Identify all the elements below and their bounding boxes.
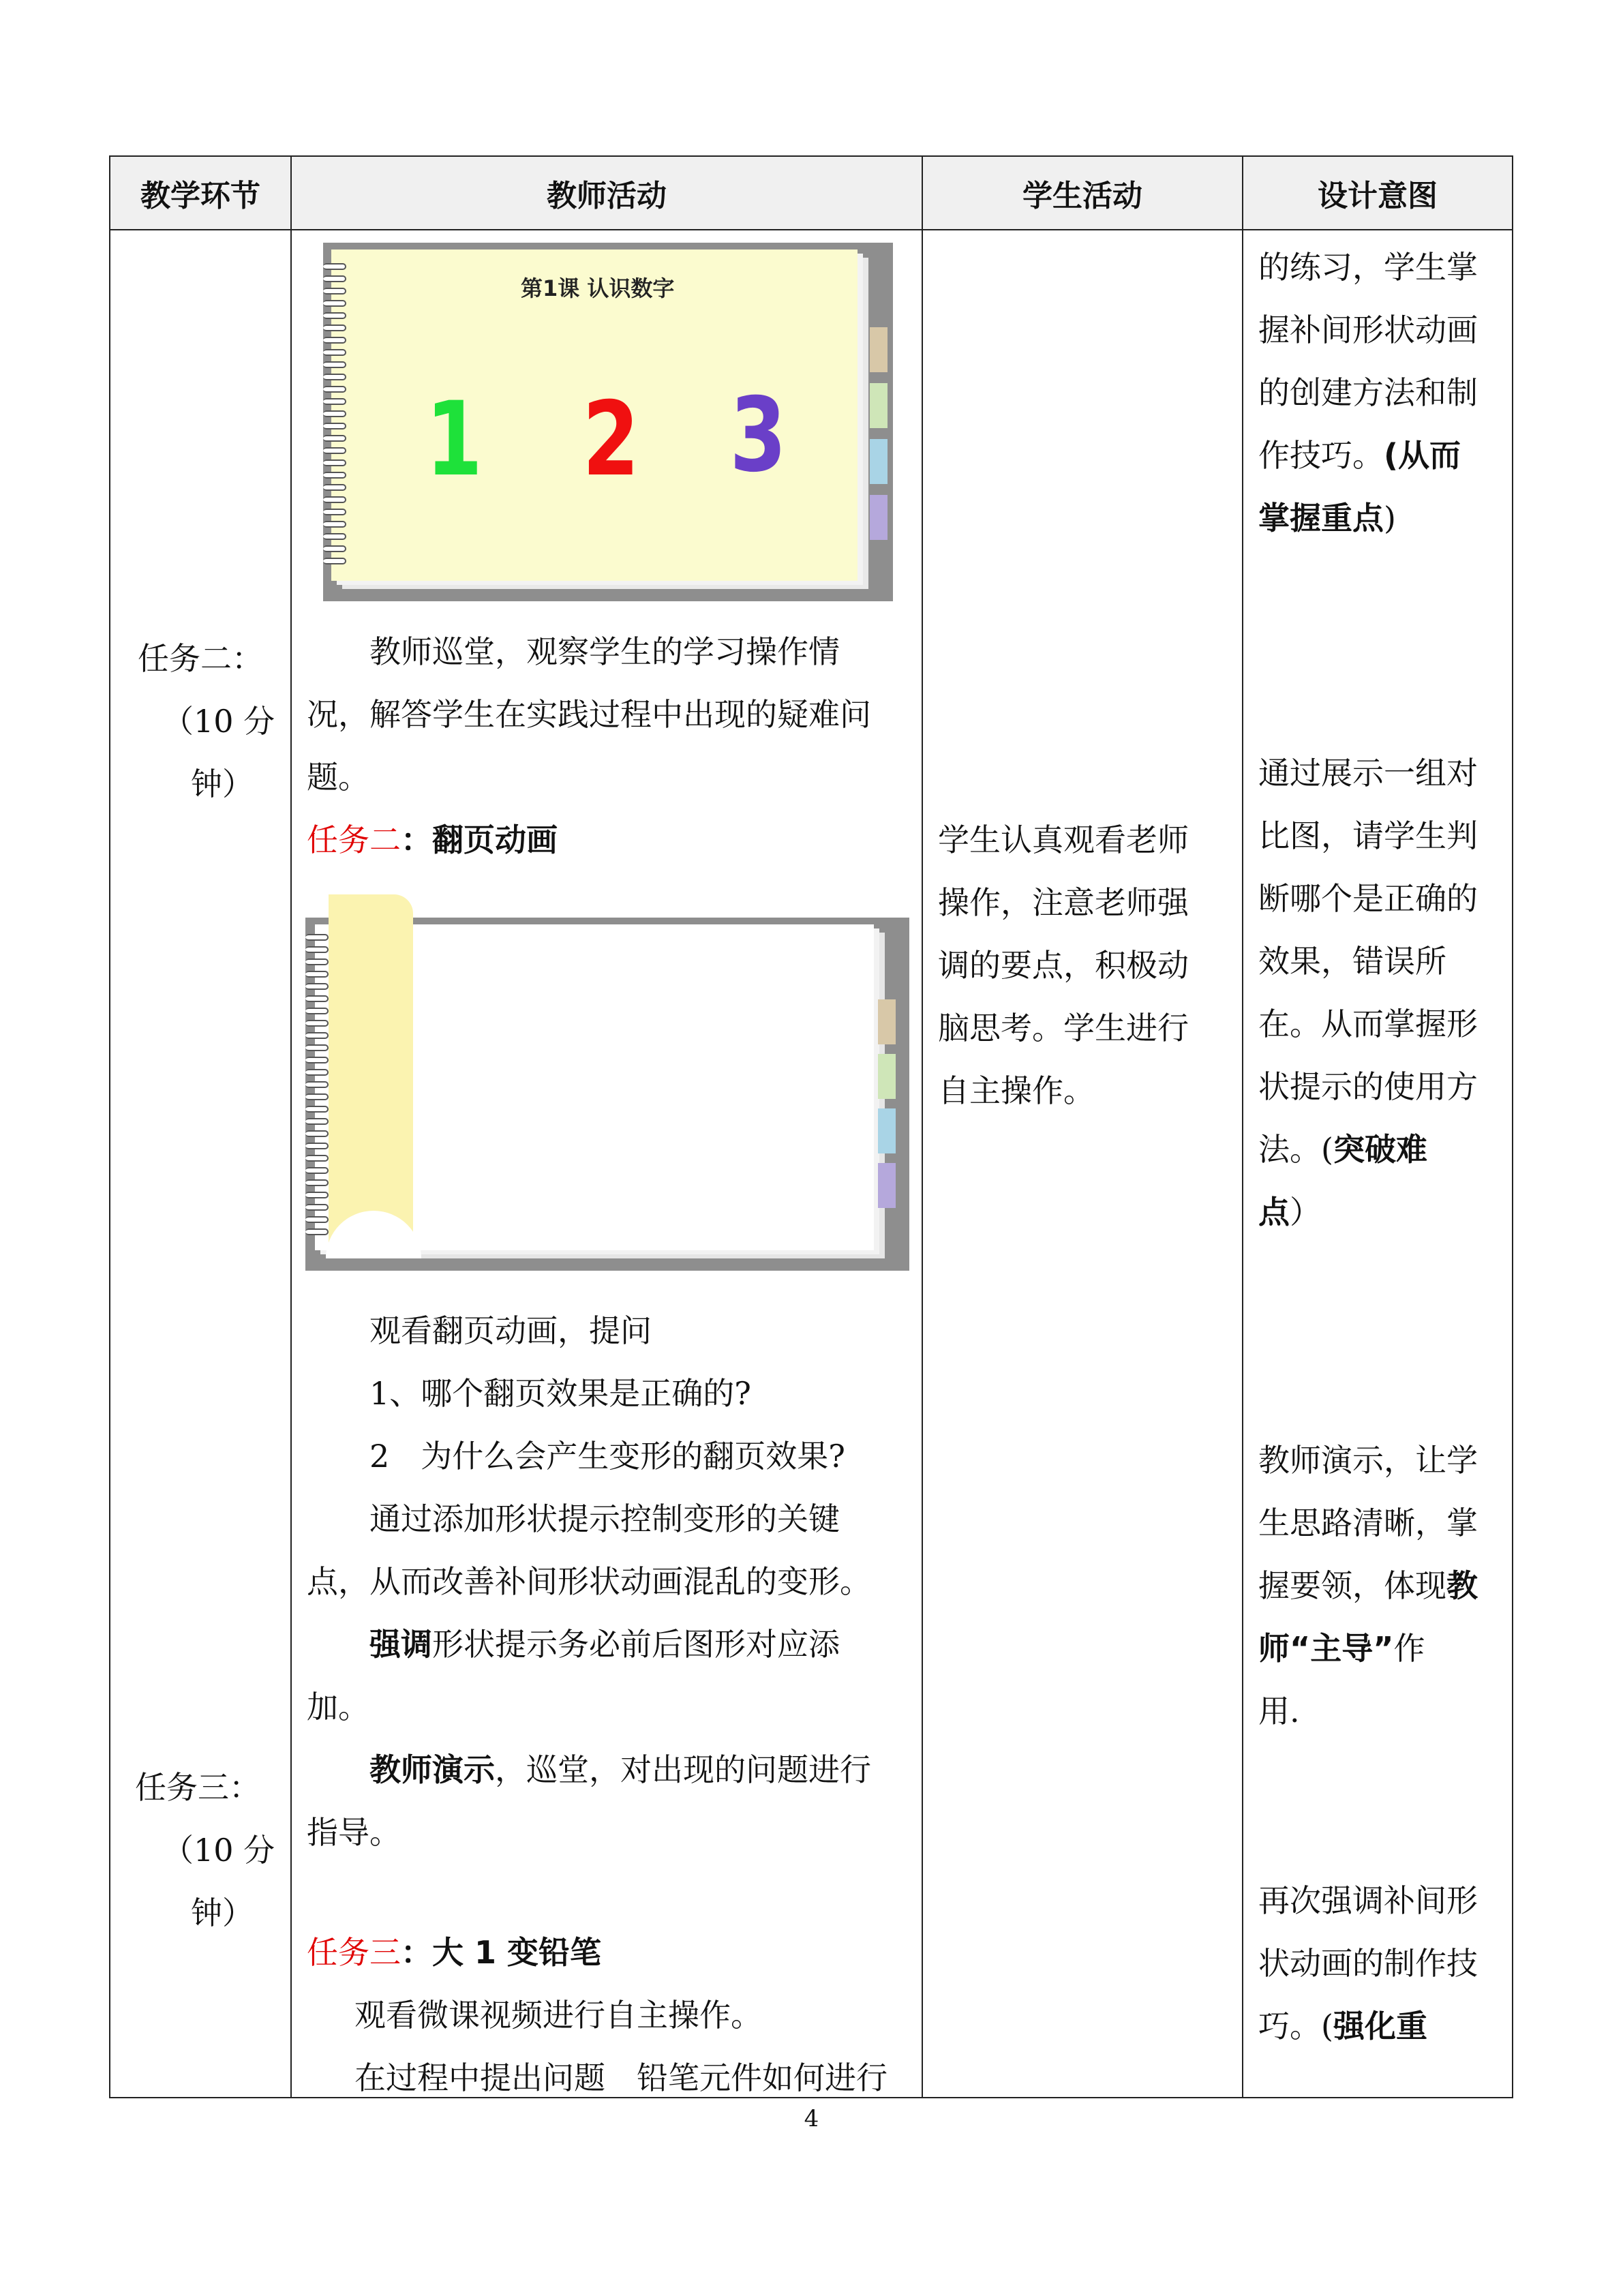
binding-ring — [323, 423, 346, 429]
binding-ring — [305, 1057, 329, 1063]
binding-ring — [323, 398, 346, 405]
binding-ring — [323, 349, 346, 356]
binding-ring — [305, 983, 329, 990]
header-intent: 设计意图 — [1243, 157, 1512, 230]
intent-paragraph-2: 通过展示一组对 比图，请学生判 断哪个是正确的 效果，错误所 在。从而掌握形 状提示的使用方 法。(突破难 点） — [1258, 755, 1478, 1230]
binding-ring — [305, 1155, 329, 1162]
binding-ring — [305, 1106, 329, 1113]
binding-ring — [323, 410, 346, 417]
binding-ring — [305, 1228, 329, 1235]
binding-ring — [323, 459, 346, 466]
page-tab — [870, 495, 888, 540]
page-tab — [870, 327, 888, 372]
page-tab — [878, 999, 896, 1044]
binding-ring — [305, 1167, 329, 1174]
binding-ring — [323, 288, 346, 294]
stage-task3: 任务三： （10 分 钟） — [135, 1769, 275, 1931]
teacher-patrol-text: 教师巡堂，观察学生的学习操作情 况，解答学生在实践过程中出现的疑难问 题。 — [307, 633, 871, 796]
student-activity-text: 学生认真观看老师 操作，注意老师强 调的要点，积极动 脑思考。学生进行 自主操作。 — [938, 821, 1189, 1109]
binding-ring — [305, 1216, 329, 1223]
binding-ring — [323, 509, 346, 515]
binding-ring — [305, 1081, 329, 1088]
binding-ring — [305, 1044, 329, 1051]
column-divider — [290, 157, 292, 2097]
page-tab — [878, 1054, 896, 1099]
page-number: 4 — [804, 2105, 819, 2132]
binding-ring — [323, 300, 346, 307]
page-tab — [878, 1163, 896, 1208]
binding-ring — [323, 484, 346, 491]
binding-ring — [305, 971, 329, 978]
task2-heading: 任务二：翻页动画 — [307, 821, 558, 858]
intent-paragraph-3: 教师演示，让学 生思路清晰，掌 握要领，体现教 师“主导”作 用. — [1258, 1442, 1478, 1729]
binding-ring — [323, 361, 346, 368]
binding-ring — [305, 1130, 329, 1137]
binding-ring — [323, 558, 346, 564]
column-divider — [1242, 157, 1243, 2097]
task3-heading: 任务三：大 1 变铅笔 — [307, 1934, 602, 1971]
binding-ring — [305, 1008, 329, 1014]
intent-paragraph-1: 的练习，学生掌 握补间形状动画 的创建方法和制 作技巧。(从而 掌握重点) — [1258, 249, 1478, 537]
binding-ring — [323, 263, 346, 270]
binding-ring — [305, 1192, 329, 1198]
page-tab — [870, 439, 888, 484]
binding-ring — [323, 521, 346, 528]
digit-three: 3 — [729, 376, 787, 495]
page-tab — [870, 383, 888, 428]
binding-ring — [305, 946, 329, 953]
teacher-questions: 观看翻页动画，提问 1、哪个翻页效果是正确的? 2 为什么会产生变形的翻页效果? 通过添加形状提示控制变形的关键 点，从而改善补间形状动画混乱的变形。 强调形状提示务必前后图形对应添 加。 教师演示，巡堂，对出现的问题进行 指导。 — [307, 1312, 871, 1851]
binding-ring — [323, 472, 346, 479]
binding-ring — [305, 1032, 329, 1039]
digit-two: 2 — [582, 380, 639, 499]
slide-pageflip-screenshot — [305, 918, 909, 1271]
page-curl — [329, 894, 413, 1249]
binding-ring — [305, 1118, 329, 1125]
column-divider — [922, 157, 923, 2097]
binding-ring — [305, 1093, 329, 1100]
digit-one: 1 — [425, 380, 483, 499]
binding-ring — [323, 386, 346, 393]
binding-ring — [323, 275, 346, 282]
binding-ring — [323, 337, 346, 344]
binding-ring — [305, 995, 329, 1002]
header-teacher: 教师活动 — [292, 157, 922, 230]
binding-ring — [305, 934, 329, 941]
slide-title: 第1课 认识数字 — [521, 275, 675, 301]
binding-ring — [323, 435, 346, 442]
binding-ring — [323, 496, 346, 503]
binding-ring — [323, 324, 346, 331]
binding-ring — [323, 533, 346, 540]
binding-ring — [305, 1069, 329, 1076]
page-tab — [878, 1108, 896, 1153]
binding-ring — [305, 1204, 329, 1211]
binding-ring — [323, 312, 346, 319]
header-stage: 教学环节 — [110, 157, 290, 230]
binding-ring — [305, 1143, 329, 1149]
binding-ring — [305, 1179, 329, 1186]
binding-ring — [323, 545, 346, 552]
binding-ring — [305, 1020, 329, 1027]
slide-lesson1-screenshot — [323, 243, 893, 601]
stage-task2: 任务二： （10 分 钟） — [138, 640, 275, 802]
header-student: 学生活动 — [923, 157, 1242, 230]
intent-paragraph-4: 再次强调补间形 状动画的制作技 巧。(强化重 — [1258, 1882, 1478, 2044]
teacher-task3-text: 观看微课视频进行自主操作。 在过程中提出问题 铅笔元件如何进行 — [354, 1997, 888, 2096]
binding-ring — [305, 958, 329, 965]
binding-ring — [323, 374, 346, 380]
binding-ring — [323, 447, 346, 454]
lesson-table — [109, 155, 1513, 2098]
